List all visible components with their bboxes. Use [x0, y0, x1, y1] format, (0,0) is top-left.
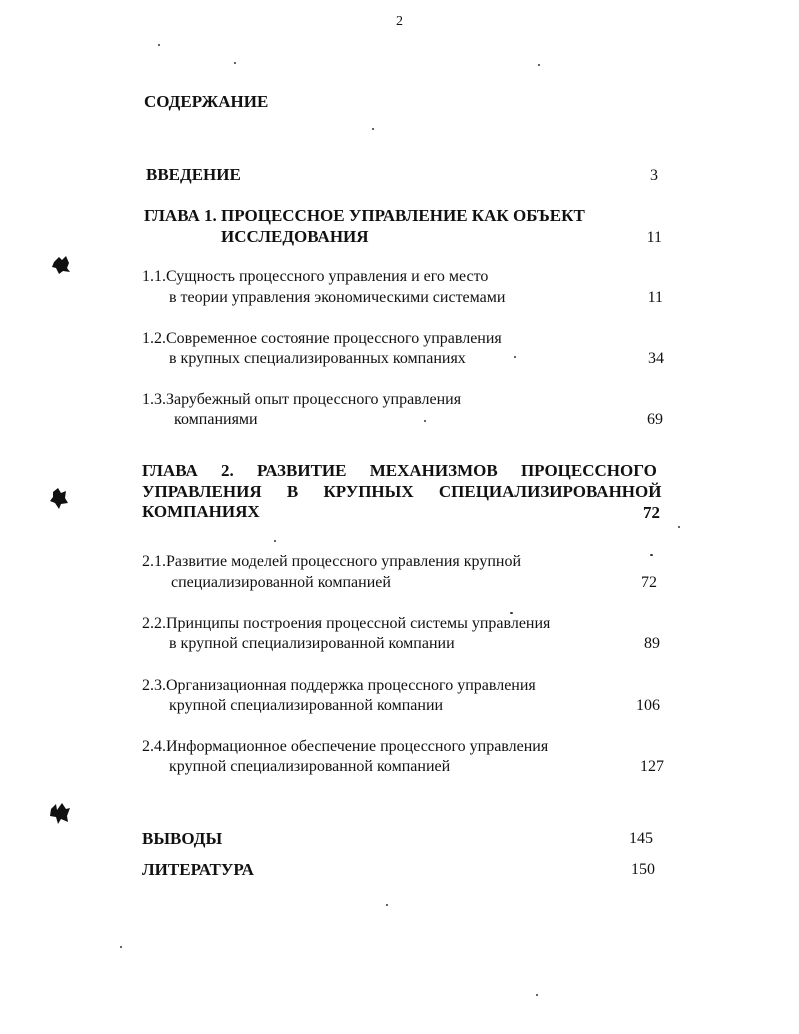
toc-literature-page: 150 [631, 861, 655, 878]
section-2-3-line2: крупной специализированной компании [169, 697, 444, 714]
dust-speck [650, 554, 653, 556]
punch-hole-mark [48, 486, 70, 510]
page-number: 2 [396, 14, 403, 29]
toc-intro-label: ВВЕДЕНИЕ [146, 165, 241, 184]
section-1-1-line2: в теории управления экономическими системами [169, 289, 506, 306]
dust-speck [514, 356, 516, 358]
toc-title: СОДЕРЖАНИЕ [144, 92, 269, 111]
dust-speck [386, 904, 388, 906]
chapter2-title-line2-text: УПРАВЛЕНИЯ В КРУПНЫХ СПЕЦИАЛИЗИРОВАННОЙ [142, 482, 662, 501]
section-1-1-page: 11 [647, 289, 663, 306]
dust-speck [372, 128, 374, 130]
section-1-2-line2: в крупных специализированных компаниях [169, 350, 466, 367]
section-2-1-page: 72 [641, 574, 657, 591]
chapter1-title-line1: ГЛАВА 1. ПРОЦЕССНОЕ УПРАВЛЕНИЕ КАК ОБЪЕКТ [144, 206, 585, 225]
chapter1-page: 11 [646, 229, 662, 246]
section-2-4-page: 127 [640, 758, 664, 775]
section-1-3-line1: 1.3.Зарубежный опыт процессного управления [142, 391, 462, 408]
section-2-4-line2: крупной специализированной компанией [169, 758, 451, 775]
section-2-1-line1: 2.1.Развитие моделей процессного управления крупной [142, 553, 522, 570]
dust-speck [536, 994, 538, 996]
chapter2-page: 72 [643, 503, 660, 522]
dust-speck [678, 526, 680, 528]
chapter2-title-line1-text: ГЛАВА 2. РАЗВИТИЕ МЕХАНИЗМОВ ПРОЦЕССНОГО [142, 461, 657, 480]
section-2-3-page: 106 [636, 697, 660, 714]
chapter2-title-line1 [142, 461, 665, 481]
toc-conclusions-page: 145 [629, 830, 653, 847]
section-1-3-page: 69 [647, 411, 663, 428]
dust-speck [274, 540, 276, 542]
chapter1-title-line2: ИССЛЕДОВАНИЯ [221, 227, 369, 246]
section-1-3-line2: компаниями [174, 411, 258, 428]
section-2-4-line1: 2.4.Информационное обеспечение процессного управления [142, 738, 549, 755]
dust-speck [234, 62, 236, 64]
section-2-2-line1: 2.2.Принципы построения процессной системы управления [142, 615, 551, 632]
dust-speck [510, 612, 513, 614]
dust-speck [158, 44, 160, 46]
section-2-1-line2: специализированной компанией [171, 574, 391, 591]
toc-literature-label: ЛИТЕРАТУРА [142, 860, 254, 879]
dust-speck [424, 420, 426, 422]
toc-conclusions-label: ВЫВОДЫ [142, 829, 223, 848]
punch-hole-mark [50, 254, 72, 276]
section-2-3-line1: 2.3.Организационная поддержка процессного управления [142, 677, 536, 694]
dust-speck [120, 946, 122, 948]
section-2-2-page: 89 [644, 635, 660, 652]
chapter2-title-line3: КОМПАНИЯХ [142, 502, 260, 521]
chapter2-title-line2 [142, 482, 665, 502]
section-1-2-line1: 1.2.Современное состояние процессного управления [142, 330, 502, 347]
dust-speck [538, 64, 540, 66]
toc-intro-page: 3 [650, 167, 658, 184]
punch-hole-mark [48, 800, 72, 826]
section-2-2-line2: в крупной специализированной компании [169, 635, 455, 652]
section-1-1-line1: 1.1.Сущность процессного управления и его место [142, 268, 489, 285]
section-1-2-page: 34 [648, 350, 664, 367]
